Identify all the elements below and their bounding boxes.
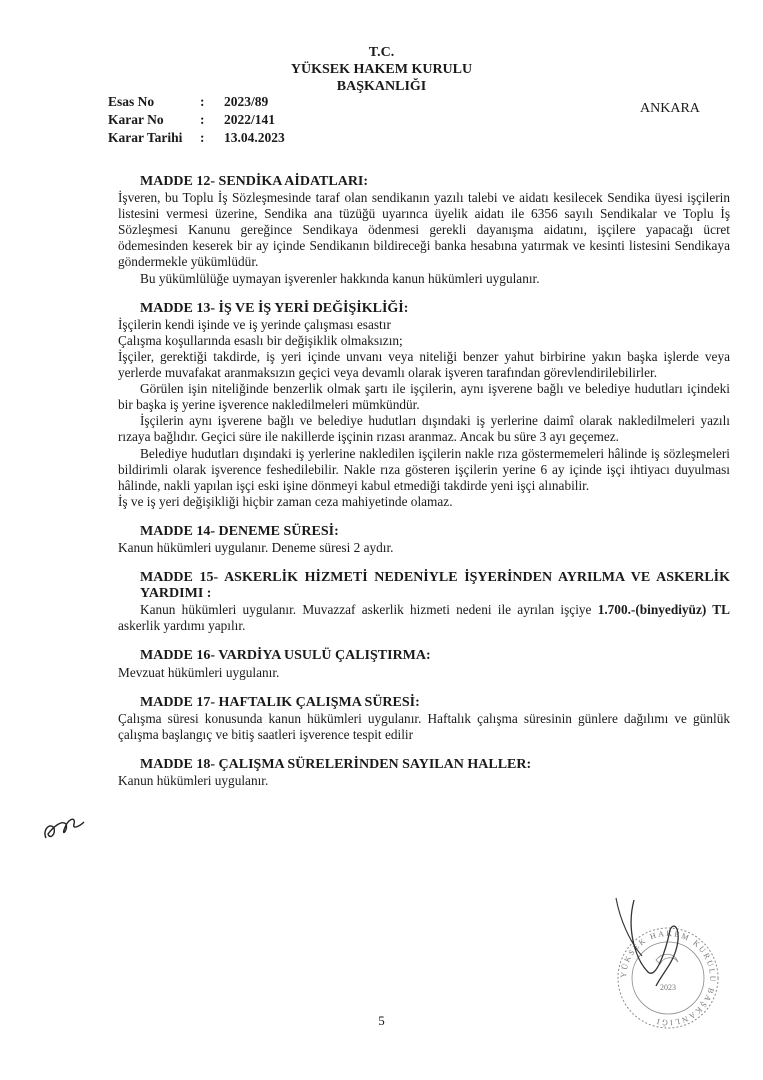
article-title: MADDE 12- SENDİKA AİDATLARI:	[140, 174, 369, 189]
case-meta	[108, 93, 285, 147]
meta-row-karar	[108, 111, 285, 129]
header-line-tc: T.C.	[368, 45, 395, 60]
article-title: MADDE 16- VARDİYA USULÜ ÇALIŞTIRMA:	[140, 648, 431, 664]
meta-value: 13.04.2023	[224, 130, 285, 145]
seal-ring-text: YÜKSEK HAKEM KURULU BAŞKANLIĞI	[618, 928, 718, 1028]
article-paragraph: Kanun hükümleri uygulanır.	[118, 773, 269, 788]
article-title: MADDE 13- İŞ VE İŞ YERİ DEĞİŞİKLİĞİ:	[140, 300, 409, 316]
header-line-presidency: BAŞKANLIĞI	[336, 79, 427, 94]
document-body	[118, 174, 730, 789]
meta-value: 2023/89	[224, 94, 269, 109]
article-title: MADDE 15- ASKERLİK HİZMETİ NEDENİYLE İŞYERİNDEN AYRILMA VE ASKERLİK YARDIMI :	[140, 570, 730, 602]
meta-colon: :	[200, 94, 205, 109]
article-16	[118, 648, 730, 680]
city-label: ANKARA	[640, 101, 700, 116]
article-12	[118, 174, 730, 287]
article-paragraph: Çalışma koşullarında esaslı bir değişiklik olmaksızın;	[118, 332, 403, 348]
article-paragraph: Kanun hükümleri uygulanır. Deneme süresi 2 aydır.	[118, 539, 394, 555]
article-paragraph: Mevzuat hükümleri uygulanır.	[118, 664, 280, 680]
meta-colon: :	[200, 130, 205, 145]
document-header	[0, 44, 763, 95]
article-paragraph: İşçilerin aynı işverene bağlı ve belediye hudutları dışındaki iş yerlerine daimî olarak nakledilmeleri yazılı rızaya bağlıdır. Geçici süre ile nakillerde işçinin rızası aranmaz. Ancak bu süre 3 ayı geçemez.	[118, 413, 730, 445]
article-paragraph: İşveren, bu Toplu İş Sözleşmesinde taraf olan sendikanın yazılı talebi ve aidatı kesilecek Sendika üyesi işçilerin listesini vermesi üzerine, Sendika ana tüzüğü uyarınca üyelik aidatı ile 6356 sayılı Sendikalar ve Toplu İş Sözleşmesi Kanunu gereğince Sendikaya ödenmesi gerekli dayanışma aidatını, işçilere yapacağı ücret ödemesinden keserek bir ay içinde Sendikanın bildireceği banka hesabına yatırmak ve kesinti listesini Sendikaya göndermekle yükümlüdür.	[118, 190, 730, 270]
meta-row-esas	[108, 93, 285, 111]
article-paragraph: İş ve iş yeri değişikliği hiçbir zaman ceza mahiyetinde olamaz.	[118, 493, 453, 509]
article-paragraph: Çalışma süresi konusunda kanun hükümleri uygulanır. Haftalık çalışma süresinin günlere dağılımı ve günlük çalışma başlangıç ve bitiş saatleri işverence tespit edilir	[118, 710, 730, 742]
meta-key: Esas No	[108, 94, 155, 109]
meta-row-date	[108, 129, 285, 147]
article-paragraph: Görülen işin niteliğinde benzerlik olmak şartı ile işçilerin, aynı işverene bağlı ve belediye hudutları içindeki bir başka iş yerine işverence nakledilmeleri mümkündür.	[118, 381, 730, 413]
article-18	[118, 757, 730, 789]
official-seal	[596, 890, 726, 1030]
article-paragraph	[118, 602, 730, 634]
meta-value: 2022/141	[224, 112, 276, 127]
article-paragraph: İşçilerin kendi işinde ve iş yerinde çalışması esastır	[118, 316, 391, 332]
meta-key: Karar No	[108, 112, 164, 127]
meta-colon: :	[200, 112, 205, 127]
handwritten-initials-icon	[40, 808, 90, 848]
header-line-institution: YÜKSEK HAKEM KURULU	[290, 62, 473, 77]
article-paragraph: İşçiler, gerektiği takdirde, iş yeri içinde unvanı veya niteliği benzer yahut birbirine yakın başka işlerde veya yerlerde muvafakat aranmaksızın geçici veya devamlı olarak işveren tarafından görevlendirilebilirler.	[118, 348, 730, 381]
page-number: 5	[378, 1013, 385, 1028]
seal-year: 2023	[660, 983, 676, 992]
article-15	[118, 570, 730, 634]
article-title: MADDE 18- ÇALIŞMA SÜRELERİNDEN SAYILAN HALLER:	[140, 756, 532, 772]
article-title: MADDE 14- DENEME SÜRESİ:	[140, 523, 339, 539]
article-14	[118, 524, 730, 556]
allowance-amount: 1.700.-(binyediyüz) TL	[597, 602, 731, 618]
article-title: MADDE 17- HAFTALIK ÇALIŞMA SÜRESİ:	[140, 694, 420, 710]
seal-icon	[596, 890, 726, 1030]
paragraph-text: askerlik yardımı yapılır.	[118, 618, 246, 634]
meta-key: Karar Tarihi	[108, 130, 183, 145]
article-paragraph: Belediye hudutları dışındaki iş yerlerine nakledilen işçilerin nakle rıza göstermemeleri hâlinde iş sözleşmeleri bildirimli olarak işverence feshedilebilir. Nakle rıza gösteren işçilerin yerine 6 ay içinde işçi ihtiyacı duyulması hâlinde, nakli yapılan işçi eski işine dönmeyi kabul etmediği takdirde yeni işçi alınabilir.	[118, 445, 730, 493]
paragraph-text: Kanun hükümleri uygulanır. Muvazzaf askerlik hizmeti nedeni ile ayrılan işçiye	[140, 602, 592, 618]
article-17	[118, 695, 730, 743]
article-13	[118, 301, 730, 510]
article-paragraph: Bu yükümlülüğe uymayan işverenler hakkında kanun hükümleri uygulanır.	[140, 270, 540, 286]
